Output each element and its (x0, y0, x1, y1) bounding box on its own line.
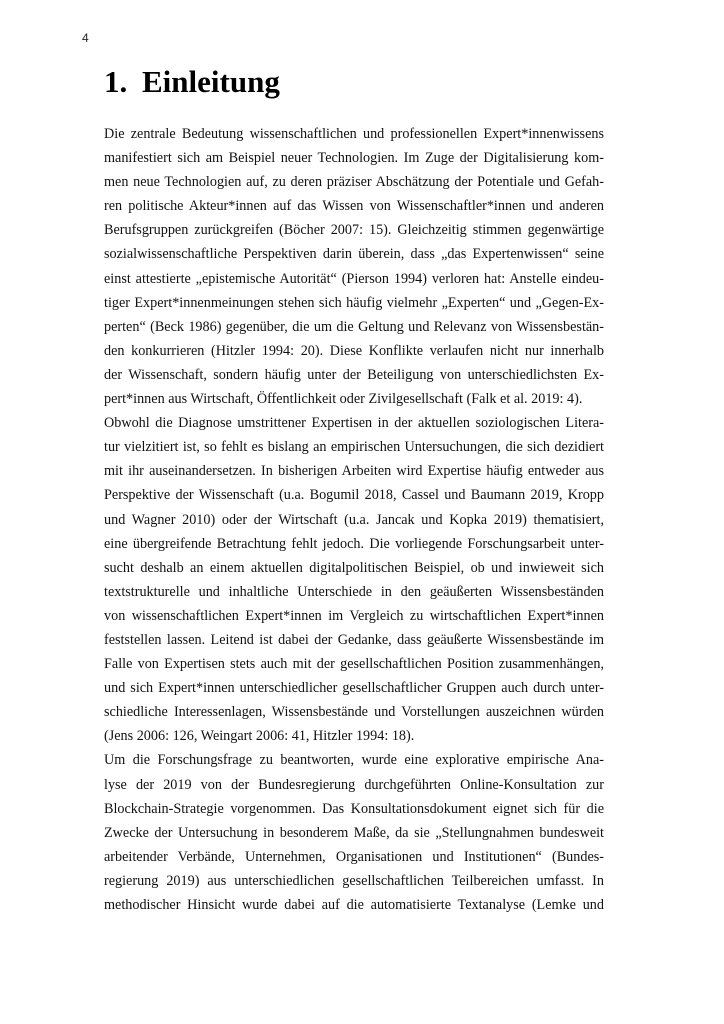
text-line: (Jens 2006: 126, Weingart 2006: 41, Hitzler 1994: 18). (104, 728, 415, 745)
text-line: eine übergreifende Betrachtung fehlt jedoch. Die vorliegende Forschungsarbeit unter- (104, 535, 604, 552)
text-line: und Wagner 2010) oder der Wirtschaft (u.a. Jancak und Kopka 2019) thematisiert, (104, 511, 604, 528)
text-line: men neue Technologien auf, zu deren präziser Abschätzung der Potentiale und Gefah- (104, 174, 604, 191)
text-line: Berufsgruppen zurückgreifen (Böcher 2007: 15). Gleichzeitig stimmen gegenwärtige (104, 222, 604, 239)
text-line: regierung 2019) aus unterschiedlichen gesellschaftlichen Teilbereichen umfasst. In (104, 872, 604, 889)
text-line: textstrukturelle und inhaltliche Unterschiede in den geäußerten Wissensbeständen (104, 583, 604, 600)
text-line: mit ihr auseinandersetzen. In bisherigen Arbeiten wird Expertise häufig entweder aus (104, 463, 604, 480)
text-line: von wissenschaftlichen Expert*innen im Vergleich zu wirtschaftlichen Expert*innen (104, 607, 604, 624)
body-text (104, 122, 604, 917)
section-heading (104, 60, 280, 104)
text-line: sucht deshalb an einem aktuellen digitalpolitischen Beispiel, ob und inwieweit sich (104, 559, 604, 576)
text-line: schiedliche Interessenlagen, Wissensbestände und Vorstellungen auszeichnen würden (104, 704, 604, 721)
text-line: und sich Expert*innen unterschiedlicher gesellschaftlicher Gruppen auch durch unter- (104, 680, 604, 697)
text-line: pert*innen aus Wirtschaft, Öffentlichkeit oder Zivilgesellschaft (Falk et al. 2019: 4). (104, 391, 583, 408)
text-line: tur vielzitiert ist, so fehlt es bislang an empirischen Untersuchungen, die sich dezidiert (104, 439, 604, 456)
text-line: Zwecke der Untersuchung in besonderem Maße, da sie „Stellungnahmen bundesweit (104, 824, 604, 841)
section-number: 1. (104, 64, 128, 99)
section-title: Einleitung (142, 64, 280, 99)
text-line: arbeitender Verbände, Unternehmen, Organisationen und Institutionen“ (Bundes- (104, 848, 604, 865)
text-line: Blockchain-Strategie vorgenommen. Das Konsultationsdokument eignet sich für die (104, 800, 604, 817)
text-line: feststellen lassen. Leitend ist dabei der Gedanke, dass geäußerte Wissensbestände im (104, 631, 604, 648)
text-line: sozialwissenschaftliche Perspektiven darin überein, dass „das Expertenwissen“ seine (104, 246, 604, 263)
page-number: 4 (82, 31, 89, 45)
text-line: Die zentrale Bedeutung wissenschaftlichen und professionellen Expert*innenwissens (104, 126, 604, 142)
text-line: methodischer Hinsicht wurde dabei auf die automatisierte Textanalyse (Lemke und (104, 897, 604, 913)
text-line: ren politische Akteur*innen auf das Wissen von Wissenschaftler*innen und anderen (104, 198, 604, 215)
text-line: Perspektive der Wissenschaft (u.a. Bogumil 2018, Cassel und Baumann 2019, Kropp (104, 487, 604, 504)
text-line: Um die Forschungsfrage zu beantworten, wurde eine explorative empirische Ana- (104, 752, 604, 769)
text-line: der Wissenschaft, sondern häufig unter der Beteiligung von unterschiedlichsten Ex- (104, 366, 604, 383)
text-line: manifestiert sich am Beispiel neuer Technologien. Im Zuge der Digitalisierung kom- (104, 150, 604, 167)
text-line: Falle von Expertisen stets auch mit der gesellschaftlichen Position zusammenhängen, (104, 656, 604, 673)
text-line: lyse der 2019 von der Bundesregierung durchgeführten Online-Konsultation zur (104, 776, 604, 793)
text-line: perten“ (Beck 1986) gegenüber, die um die Geltung und Relevanz von Wissensbestän- (104, 318, 604, 335)
text-line: den konkurrieren (Hitzler 1994: 20). Diese Konflikte verlaufen nicht nur innerhalb (104, 342, 604, 359)
text-line: Obwohl die Diagnose umstrittener Expertisen in der aktuellen soziologischen Litera- (104, 415, 604, 432)
text-line: einst attestierte „epistemische Autorität“ (Pierson 1994) verloren hat: Anstelle eindeu- (104, 270, 604, 287)
text-line: tiger Expert*innenmeinungen stehen sich häufig vielmehr „Experten“ und „Gegen-Ex- (104, 294, 604, 311)
